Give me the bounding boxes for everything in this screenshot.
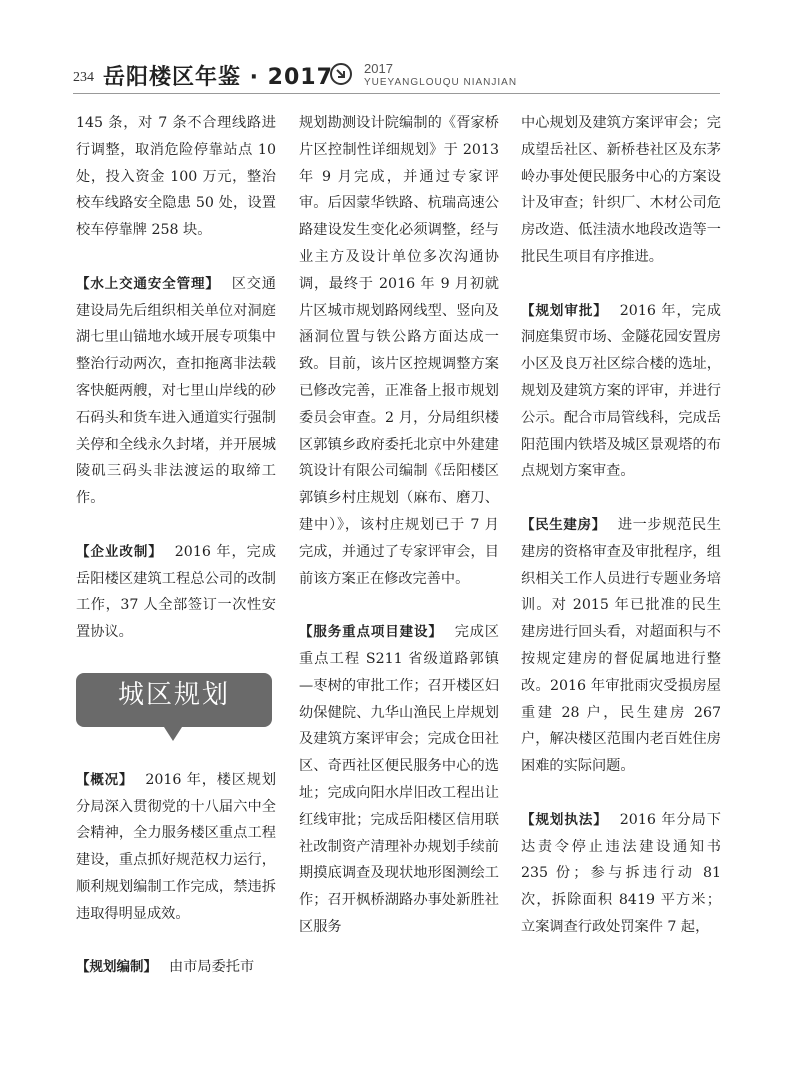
section-heading: 【规划审批】 xyxy=(521,302,608,319)
section-planning-approval xyxy=(521,298,721,486)
section-heading: 【概况】 xyxy=(76,771,134,788)
subtitle-year: 2017 xyxy=(364,61,393,76)
section-text: 区交通建设局先后组织相关单位对洞庭湖七里山锚地水域开展专项集中整治行动两次，查扣拖离非法载客快艇两艘，对七里山岸线的砂石码头和货车进入通道实行强制关停和全线永久封堵，并开展城陵矶三码头非法渡运的取缔工作。 xyxy=(76,275,276,507)
section-text: 由市局委托市 xyxy=(169,959,255,976)
section-text: 2016 年分局下达责令停止违法建设通知书 235 份；参与拆违行动 81 次，拆除面积 8419 平方米；立案调查行政处罚案件 7 起， xyxy=(521,811,721,935)
section-enterprise-reform xyxy=(76,539,276,646)
banner-title: 城区规划 xyxy=(117,679,230,710)
section-heading: 【服务重点项目建设】 xyxy=(299,624,443,641)
paragraph-continued: 145 条，对 7 条不合理线路进行调整，取消危险停靠站点 10 处，投入资金 100 万元，整治校车线路安全隐患 50 处，设置校车停靠牌 258 块。 xyxy=(76,115,276,239)
header-divider xyxy=(73,93,720,94)
section-heading: 【规划执法】 xyxy=(521,811,608,828)
banner-pointer xyxy=(164,727,182,741)
section-water-traffic xyxy=(76,271,276,512)
section-heading: 【企业改制】 xyxy=(76,543,163,560)
subtitle-pinyin: YUEYANGLOUQU NIANJIAN xyxy=(364,77,518,88)
section-heading: 【水上交通安全管理】 xyxy=(76,275,220,292)
section-text: 2016 年，楼区规划分局深入贯彻党的十八届六中全会精神，全力服务楼区重点工程建设，重点抓好规范权力运行，顺利规划编制工作完成，禁违拆违取得明显成效。 xyxy=(76,771,277,922)
section-banner xyxy=(76,673,272,727)
section-planning-compilation xyxy=(76,954,276,981)
section-text: 2016 年，完成岳阳楼区建筑工程总公司的改制工作，37 人全部签订一次性安置协议。 xyxy=(76,543,276,641)
section-housing xyxy=(521,512,721,780)
column-3 xyxy=(521,110,721,968)
page-number: 234 xyxy=(73,70,94,85)
column-1 xyxy=(76,110,276,1008)
paragraph-continued: 中心规划及建筑方案评审会；完成望岳社区、新桥巷社区及东茅岭办事处便民服务中心的方案设计及审查；针织厂、木材公司危房改造、低洼渍水地段改造等一批民生项目有序推进。 xyxy=(521,115,721,265)
section-overview xyxy=(76,767,276,928)
yearbook-title: 岳阳楼区年鉴 · 2017 xyxy=(103,65,333,90)
column-2 xyxy=(299,110,499,968)
section-text: 2016 年，完成洞庭集贸市场、金隧花园安置房小区及良万社区综合楼的选址，规划及建筑方案的评审，并进行公示。配合市局管线科，完成岳阳范围内铁塔及城区景观塔的布点规划方案审查。 xyxy=(521,302,721,480)
paragraph-continued: 规划勘测设计院编制的《胥家桥片区控制性详细规划》于 2013 年 9 月完成，并通过专家评审。后因蒙华铁路、杭瑞高速公路建设发生变化必须调整，经与业主方及设计单位多次沟通协调，最终于 2016 年 9 月初就片区城市规划路网线型、竖向及涵洞位置与铁公路方面达成一致。目前，该片区控规调整方案已修改完善，正准备上报市规划委员会审查。2 月，分局组织楼区郭镇乡政府委托北京中外建建筑设计有限公司编制《岳阳楼区郭镇乡村庄规划（麻布、磨刀、建中）》，该村庄规划已于 7 月完成，并通过了专家评审会，目前该方案正在修改完善中。 xyxy=(299,115,499,587)
section-enforcement xyxy=(521,807,721,941)
section-text: 进一步规范民生建房的资格审查及审批程序，组织相关工作人员进行专题业务培训。对 2015 年已批准的民生建房进行回头看，对超面积与不按规定建房的督促属地进行整改。2016 年审批雨灾受损房屋重建 28 户，民生建房 267 户，解决楼区范围内老百姓住房困难的实际问题。 xyxy=(521,516,721,775)
section-text: 完成区重点工程 S211 省级道路郭镇—枣树的审批工作；召开楼区妇幼保健院、九华山渔民上岸规划及建筑方案评审会；完成仓田社区、奇西社区便民服务中心的选址；完成向阳水岸旧改工程出让红线审批；完成岳阳楼区信用联社改制资产清理补办规划手续前期摸底调查及现状地形图测绘工作；召开枫桥湖路办事处新胜社区服务 xyxy=(299,624,499,935)
section-key-projects xyxy=(299,619,499,941)
section-heading: 【民生建房】 xyxy=(521,516,606,533)
arrow-circle-icon xyxy=(330,63,352,85)
page-header xyxy=(0,0,793,110)
section-heading: 【规划编制】 xyxy=(76,959,157,976)
